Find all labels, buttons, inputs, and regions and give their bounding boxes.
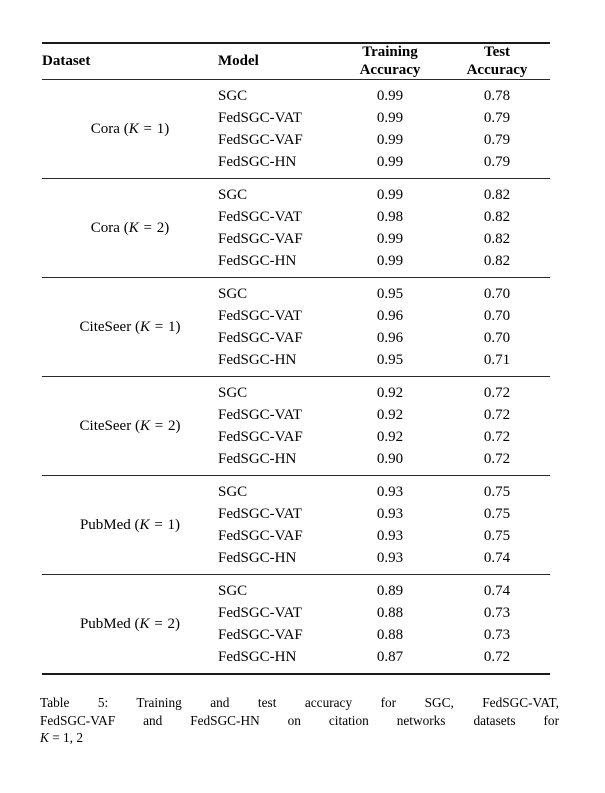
cell-model: FedSGC-VAF — [218, 131, 303, 148]
cell-test-accuracy: 0.74 — [483, 582, 511, 599]
cell-test-accuracy: 0.72 — [483, 428, 511, 445]
dataset-name: PubMed ( — [79, 516, 140, 533]
cell-training-accuracy: 0.92 — [376, 406, 404, 423]
cell-test-accuracy: 0.72 — [483, 450, 511, 467]
column-header-test-line1: Test — [483, 44, 511, 60]
cell-training-accuracy: 0.95 — [376, 351, 404, 368]
cell-training-accuracy: 0.90 — [376, 450, 404, 467]
cell-model: SGC — [218, 186, 248, 203]
cell-training-accuracy: 0.99 — [376, 186, 404, 203]
dataset-k-equals: = — [139, 219, 156, 236]
cell-training-accuracy: 0.93 — [376, 549, 404, 566]
dataset-k-symbol: K — [128, 219, 139, 236]
cell-training-accuracy: 0.99 — [376, 109, 404, 126]
dataset-name: CiteSeer ( — [79, 318, 140, 335]
cell-training-accuracy: 0.95 — [376, 285, 404, 302]
cell-model: FedSGC-HN — [218, 549, 297, 566]
cell-test-accuracy: 0.70 — [483, 329, 511, 346]
cell-test-accuracy: 0.79 — [483, 109, 511, 126]
cell-training-accuracy: 0.93 — [376, 527, 404, 544]
dataset-name: Cora ( — [90, 120, 129, 137]
rule-bottom-line — [42, 673, 550, 675]
dataset-k-value: 1) — [167, 516, 181, 533]
cell-model: FedSGC-HN — [218, 252, 297, 269]
caption-line-3 — [40, 729, 559, 747]
cell-training-accuracy: 0.99 — [376, 131, 404, 148]
caption-line-2: FedSGC-VAF and FedSGC-HN on citation networks datasets for — [40, 712, 559, 728]
dataset-name: CiteSeer ( — [79, 417, 140, 434]
dataset-k-value: 2) — [167, 615, 181, 632]
cell-model: FedSGC-VAF — [218, 626, 303, 643]
cell-model: FedSGC-VAF — [218, 428, 303, 445]
caption-line-1: Table 5: Training and test accuracy for SGC, FedSGC-VAT, — [40, 695, 559, 710]
table-caption — [40, 694, 559, 747]
cell-model: FedSGC-VAT — [218, 505, 302, 522]
cell-training-accuracy: 0.93 — [376, 483, 404, 500]
cell-dataset — [42, 278, 218, 376]
cell-model: FedSGC-VAF — [218, 329, 303, 346]
cell-training-accuracy: 0.99 — [376, 230, 404, 247]
dataset-k-equals: = — [150, 615, 167, 632]
cell-model: FedSGC-HN — [218, 648, 297, 665]
cell-test-accuracy: 0.79 — [483, 153, 511, 170]
dataset-k-value: 2) — [167, 417, 181, 434]
table-bottom-rule — [42, 673, 550, 675]
cell-test-accuracy: 0.78 — [483, 87, 511, 104]
cell-test-accuracy: 0.75 — [483, 527, 511, 544]
table-header — [42, 42, 550, 80]
cell-training-accuracy: 0.99 — [376, 153, 404, 170]
dataset-k-equals: = — [150, 516, 167, 533]
cell-test-accuracy: 0.82 — [483, 186, 511, 203]
cell-model: SGC — [218, 384, 248, 401]
cell-training-accuracy: 0.96 — [376, 329, 404, 346]
cell-training-accuracy: 0.99 — [376, 87, 404, 104]
table-row — [42, 179, 550, 206]
cell-dataset — [42, 476, 218, 574]
cell-test-accuracy: 0.73 — [483, 626, 511, 643]
dataset-k-value: 2) — [156, 219, 170, 236]
cell-model: FedSGC-VAT — [218, 307, 302, 324]
cell-model: SGC — [218, 582, 248, 599]
cell-test-accuracy: 0.75 — [483, 483, 511, 500]
dataset-k-symbol: K — [139, 417, 150, 434]
cell-dataset — [42, 377, 218, 475]
cell-test-accuracy: 0.72 — [483, 648, 511, 665]
cell-training-accuracy: 0.98 — [376, 208, 404, 225]
accuracy-table-container — [42, 42, 550, 675]
cell-test-accuracy: 0.75 — [483, 505, 511, 522]
cell-training-accuracy: 0.93 — [376, 505, 404, 522]
table-row — [42, 476, 550, 503]
column-header-training-accuracy — [336, 44, 444, 79]
table-row — [42, 80, 550, 107]
cell-test-accuracy: 0.71 — [483, 351, 511, 368]
table-body — [42, 80, 550, 675]
cell-test-accuracy: 0.70 — [483, 285, 511, 302]
cell-test-accuracy: 0.70 — [483, 307, 511, 324]
cell-training-accuracy: 0.92 — [376, 428, 404, 445]
cell-model: FedSGC-VAF — [218, 230, 303, 247]
caption-k-values: = 1, 2 — [48, 730, 83, 746]
cell-training-accuracy: 0.88 — [376, 626, 404, 643]
cell-test-accuracy: 0.82 — [483, 208, 511, 225]
cell-model: SGC — [218, 87, 248, 104]
column-header-model: Model — [218, 52, 259, 69]
cell-model: FedSGC-HN — [218, 351, 297, 368]
cell-training-accuracy: 0.92 — [376, 384, 404, 401]
dataset-k-equals: = — [139, 120, 156, 137]
dataset-k-equals: = — [150, 318, 167, 335]
caption-k-symbol: K — [40, 730, 49, 746]
cell-training-accuracy: 0.89 — [376, 582, 404, 599]
cell-model: FedSGC-VAT — [218, 406, 302, 423]
table-header-row — [42, 44, 550, 79]
cell-test-accuracy: 0.72 — [483, 384, 511, 401]
column-header-training-line1: Training — [362, 44, 418, 60]
cell-test-accuracy: 0.73 — [483, 604, 511, 621]
cell-model: FedSGC-VAT — [218, 208, 302, 225]
cell-test-accuracy: 0.82 — [483, 252, 511, 269]
cell-model: FedSGC-VAT — [218, 109, 302, 126]
column-header-test-accuracy — [444, 44, 550, 79]
column-header-test-line2: Accuracy — [466, 61, 528, 78]
cell-model: FedSGC-VAT — [218, 604, 302, 621]
dataset-name: PubMed ( — [79, 615, 140, 632]
cell-model: FedSGC-HN — [218, 450, 297, 467]
cell-training-accuracy: 0.88 — [376, 604, 404, 621]
column-header-dataset: Dataset — [42, 52, 91, 69]
table-row — [42, 575, 550, 602]
cell-training-accuracy: 0.96 — [376, 307, 404, 324]
cell-training-accuracy: 0.87 — [376, 648, 404, 665]
cell-model: SGC — [218, 285, 248, 302]
cell-model: SGC — [218, 483, 248, 500]
accuracy-table — [42, 42, 550, 675]
cell-dataset — [42, 80, 218, 178]
dataset-k-symbol: K — [128, 120, 139, 137]
cell-dataset — [42, 179, 218, 277]
table-row — [42, 278, 550, 305]
dataset-k-symbol: K — [139, 516, 150, 533]
cell-test-accuracy: 0.72 — [483, 406, 511, 423]
dataset-k-value: 1) — [156, 120, 170, 137]
cell-model: FedSGC-VAF — [218, 527, 303, 544]
cell-test-accuracy: 0.82 — [483, 230, 511, 247]
cell-test-accuracy: 0.79 — [483, 131, 511, 148]
dataset-k-value: 1) — [167, 318, 181, 335]
column-header-training-line2: Accuracy — [359, 61, 421, 78]
table-row — [42, 377, 550, 404]
cell-training-accuracy: 0.99 — [376, 252, 404, 269]
cell-test-accuracy: 0.74 — [483, 549, 511, 566]
dataset-k-symbol: K — [139, 615, 150, 632]
dataset-k-symbol: K — [139, 318, 150, 335]
dataset-k-equals: = — [150, 417, 167, 434]
cell-model: FedSGC-HN — [218, 153, 297, 170]
dataset-name: Cora ( — [90, 219, 129, 236]
cell-dataset — [42, 575, 218, 673]
